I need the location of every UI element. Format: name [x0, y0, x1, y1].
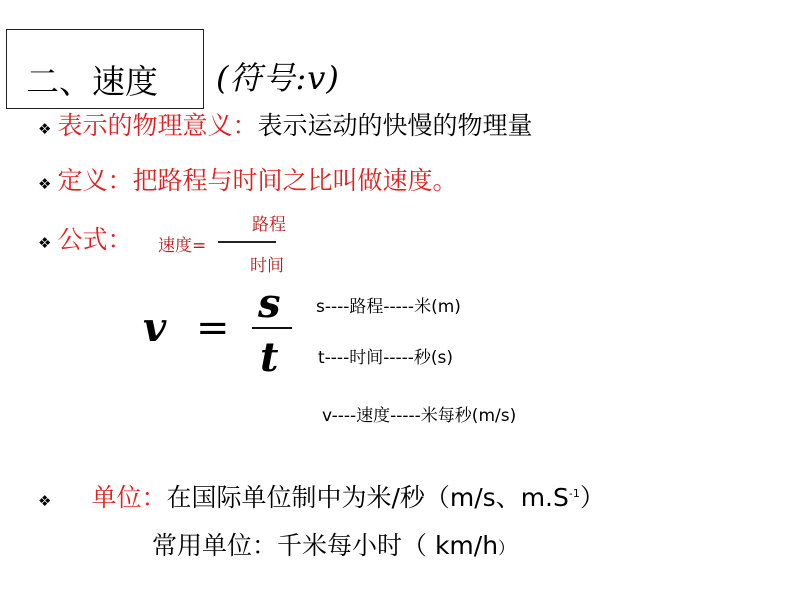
- formula-word-lhs: 速度=: [158, 236, 207, 256]
- unit-superscript: -1: [568, 487, 580, 500]
- definition-text: 把路程与时间之比叫做速度。: [132, 166, 458, 195]
- bullet-formula: [38, 224, 132, 259]
- legend-s: s----路程-----米(m): [316, 297, 461, 317]
- unit-label: 单位：: [91, 483, 167, 512]
- formula-t: t: [260, 334, 279, 381]
- bullet-meaning: [38, 110, 532, 145]
- legend-t: t----时间-----秒(s): [318, 348, 453, 368]
- formula-equals: =: [196, 305, 230, 351]
- formula-v: v: [143, 304, 167, 351]
- formula-s: s: [258, 280, 281, 327]
- meaning-label: 表示的物理意义：: [57, 111, 258, 140]
- common-unit-line: [152, 530, 515, 565]
- meaning-text: 表示运动的快慢的物理量: [257, 111, 533, 140]
- formula-numerator: 路程: [252, 215, 286, 235]
- bullet-definition: [38, 165, 457, 200]
- title-symbol: (符号:v): [216, 59, 340, 97]
- formula-fraction-bar: [252, 327, 292, 329]
- legend-v: v----速度-----米每秒(m/s): [322, 406, 517, 426]
- diamond-bullet-icon: ❖: [38, 234, 52, 252]
- diamond-bullet-icon: ❖: [38, 120, 52, 138]
- formula-fraction-line: [218, 241, 276, 243]
- definition-label: 定义：: [57, 166, 133, 195]
- unit-close: ）: [579, 483, 605, 512]
- diamond-bullet-icon: ❖: [38, 175, 52, 193]
- common-unit-text: 常用单位：千米每小时（ km/h: [152, 531, 499, 560]
- formula-label: 公式：: [57, 225, 133, 254]
- formula-denominator: 时间: [250, 256, 284, 276]
- unit-text: 在国际单位制中为米/秒（m/s、m.S: [166, 483, 569, 512]
- page-title: 二、速度: [26, 62, 158, 101]
- common-unit-close: ）: [498, 539, 516, 559]
- diamond-bullet-icon: ❖: [38, 492, 52, 510]
- bullet-unit: [38, 482, 605, 519]
